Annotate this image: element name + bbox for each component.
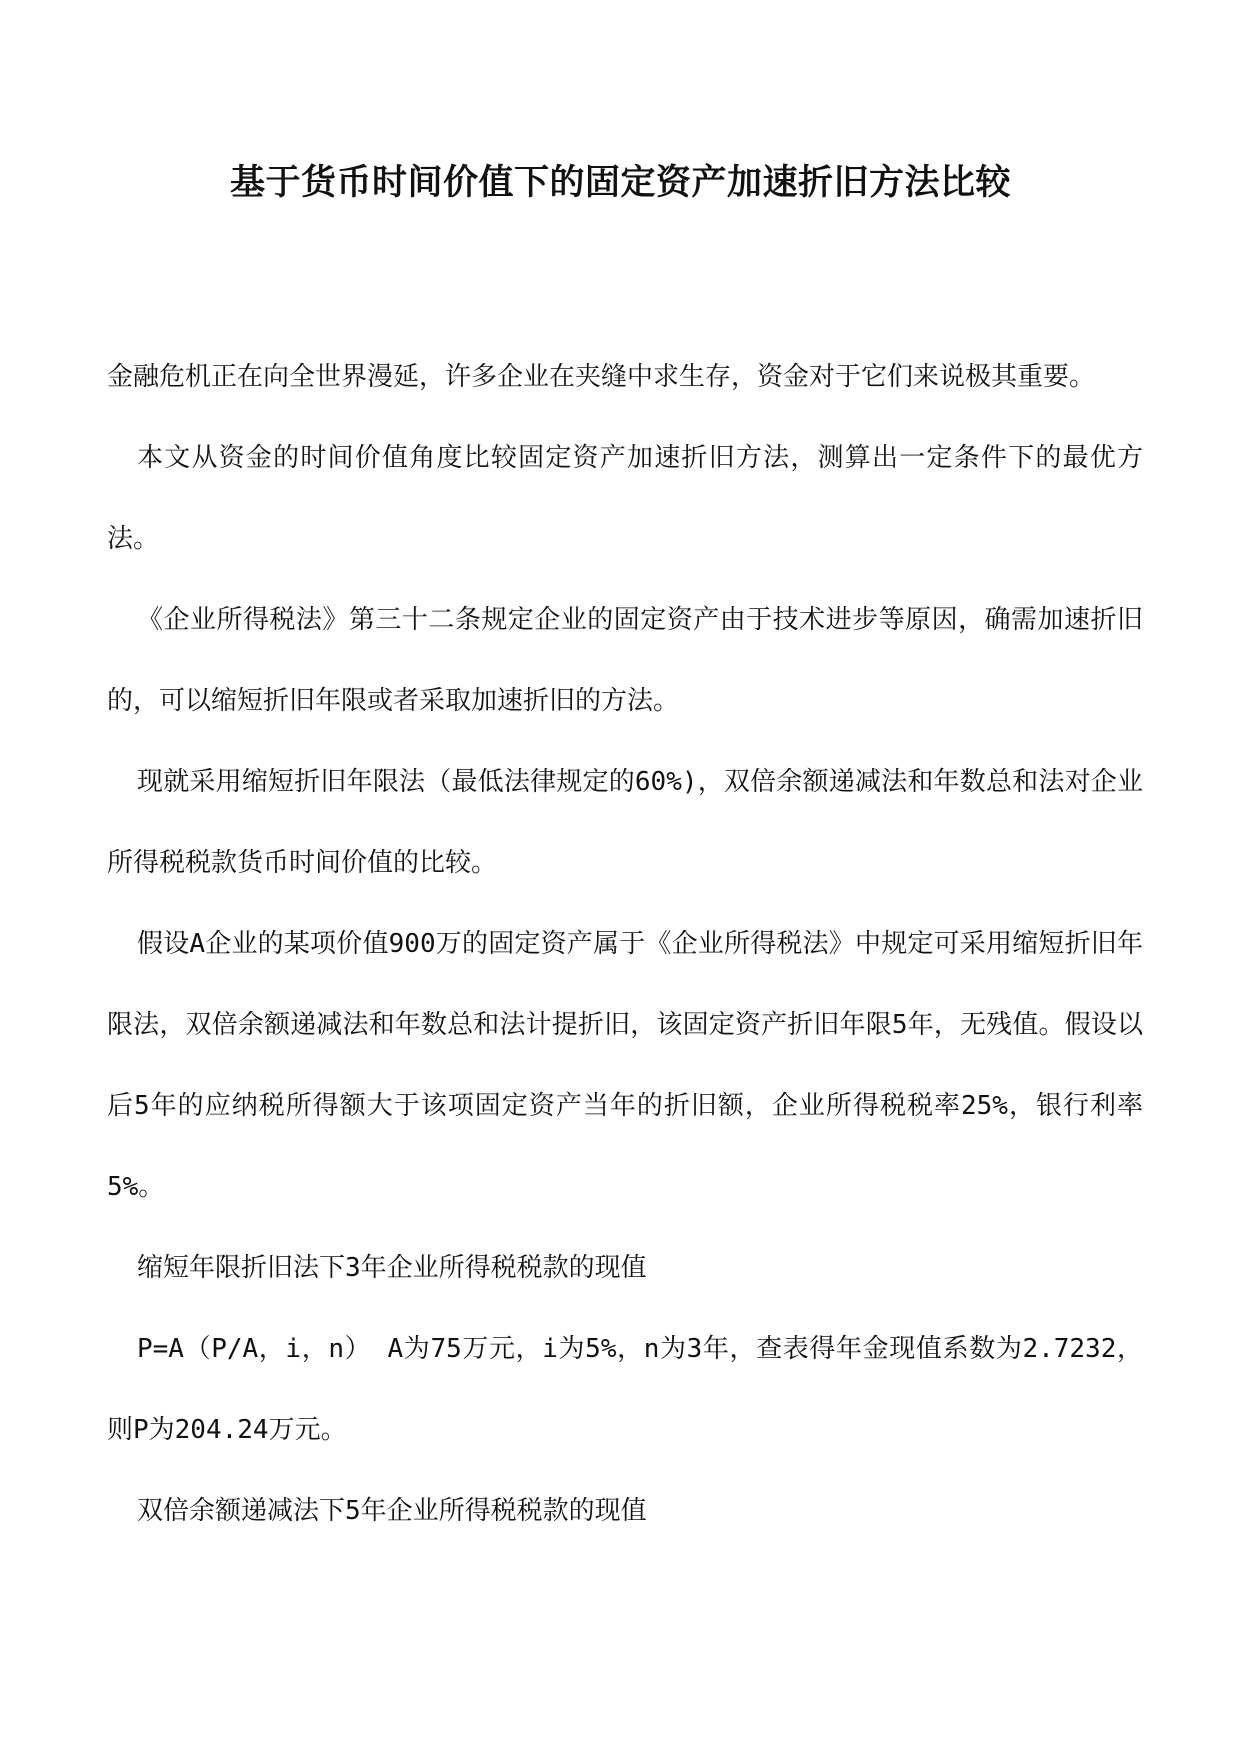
paragraph-5: 假设A企业的某项价值900万的固定资产属于《企业所得税法》中规定可采用缩短折旧年限法，双倍余额递减法和年数总和法计提折旧，该固定资产折旧年限5年，无残值。假设以后5年的应纳税所得额大于该项固定资产当年的折旧额，企业所得税税率25%，银行利率5%。 — [107, 929, 1143, 1202]
paragraph-2: 本文从资金的时间价值角度比较固定资产加速折旧方法，测算出一定条件下的最优方法。 — [107, 443, 1143, 554]
paragraph-1: 金融危机正在向全世界漫延，许多企业在夹缝中求生存，资金对于它们来说极其重要。 — [107, 362, 1096, 392]
paragraph-8: 双倍余额递减法下5年企业所得税税款的现值 — [137, 1496, 647, 1526]
paragraph-4: 现就采用缩短折旧年限法（最低法律规定的60%)，双倍余额递减法和年数总和法对企业所得税税款货币时间价值的比较。 — [107, 767, 1143, 878]
paragraph-3: 《企业所得税法》第三十二条规定企业的固定资产由于技术进步等原因，确需加速折旧的，可以缩短折旧年限或者采取加速折旧的方法。 — [107, 605, 1143, 716]
document-body — [107, 337, 1143, 1552]
paragraph-6: 缩短年限折旧法下3年企业所得税税款的现值 — [137, 1253, 647, 1283]
paragraph-7: P=A（P/A，i，n） A为75万元，i为5%，n为3年，查表得年金现值系数为2.7232，则P为204.24万元。 — [107, 1334, 1143, 1445]
document-title: 基于货币时间价值下的固定资产加速折旧方法比较 — [229, 163, 1011, 203]
